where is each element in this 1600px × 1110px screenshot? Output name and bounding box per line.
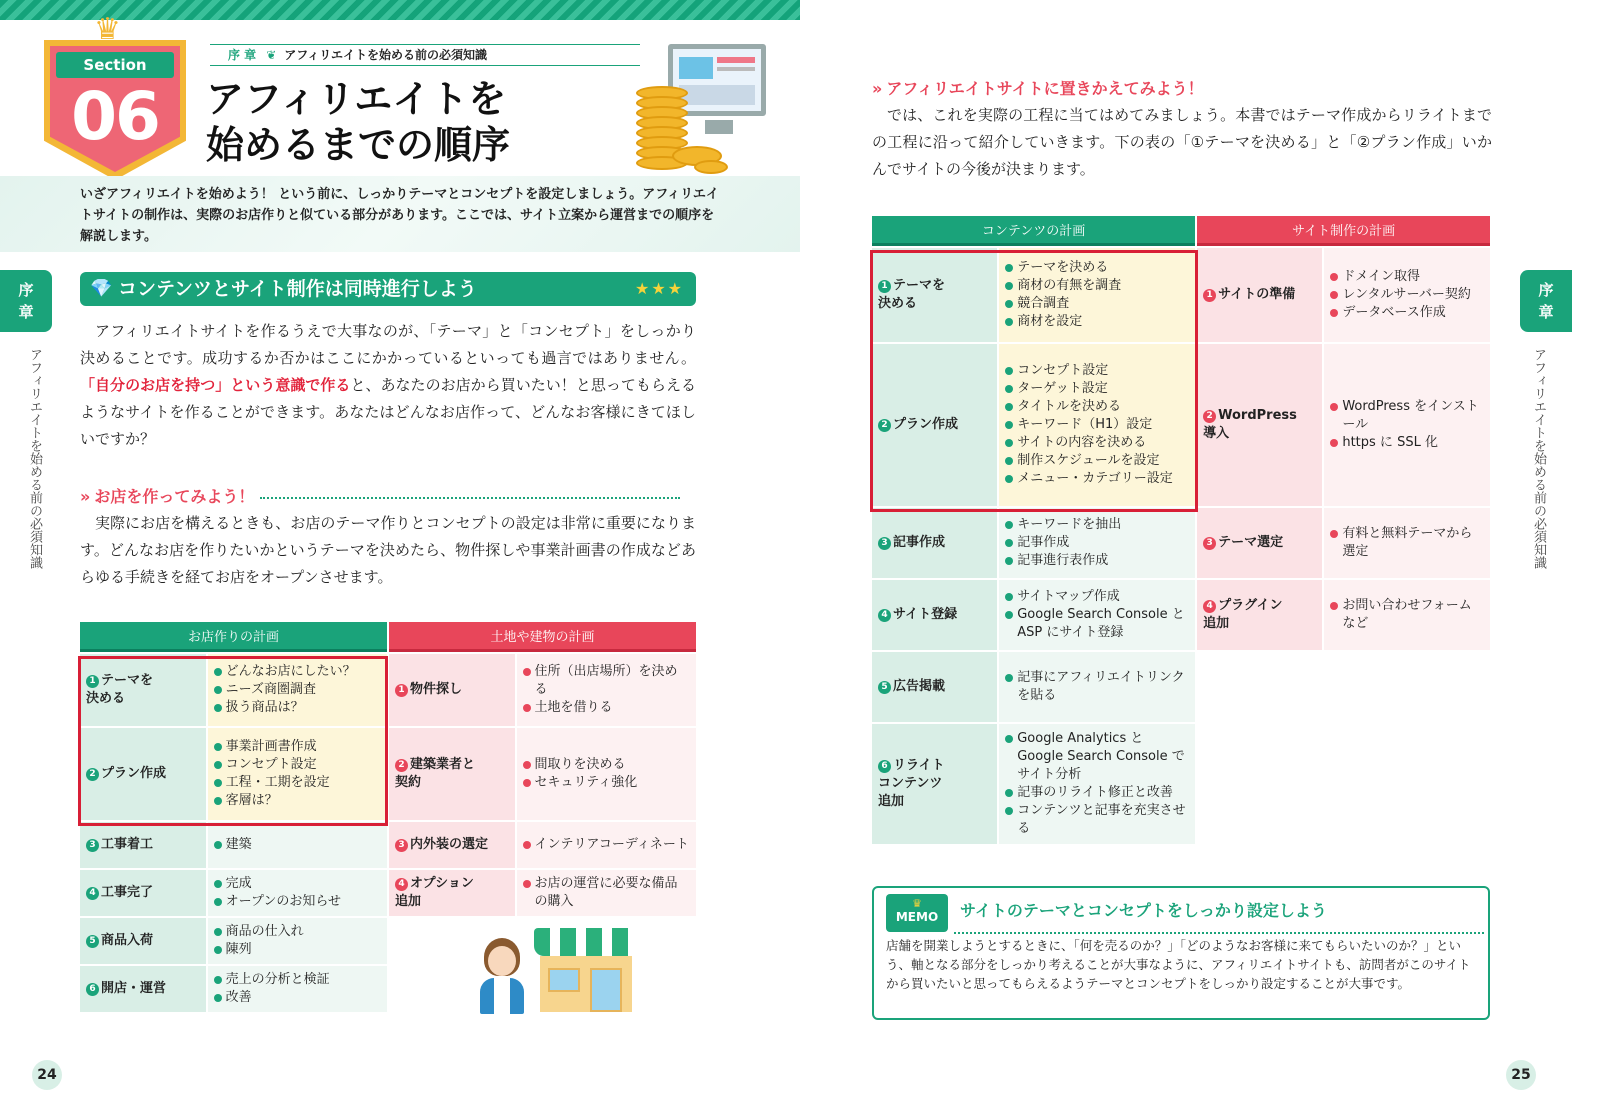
paragraph-1 (80, 318, 696, 453)
step-cell (80, 822, 206, 868)
list-item: 記事作成 (1005, 534, 1189, 552)
list-item: 客層は？ (214, 792, 381, 810)
crown-icon: ♛ (94, 12, 121, 47)
step-label: 工事完了 (101, 885, 154, 900)
step-cell (389, 822, 515, 868)
list-item: WordPress をインストール (1330, 398, 1484, 434)
step-number: 5 (878, 681, 891, 694)
step-number: 3 (878, 537, 891, 550)
list-item: 有料と無料テーマから選定 (1330, 525, 1484, 561)
paragraph-1-emphasis: 「自分のお店を持つ」という意識で作る (80, 376, 351, 394)
step-cell (80, 870, 206, 916)
items-cell (517, 728, 696, 820)
step-number: 2 (86, 768, 99, 781)
items-cell (999, 344, 1195, 506)
paragraph: では、これを実際の工程に当てはめてみましょう。本書ではテーマ作成からリライトまでの工程に沿って紹介していきます。下の表の「①テーマを決める」と「②プラン作成」いかんでサイトの今後が決まります。 (872, 106, 1492, 178)
step-number: 2 (878, 419, 891, 432)
section-number: 06 (71, 78, 159, 155)
crown-icon: ♛ (912, 897, 922, 910)
step-cell (872, 580, 997, 650)
list-item: お店の運営に必要な備品の購入 (523, 875, 690, 911)
subhead-text: お店を作ってみよう！ (94, 487, 255, 506)
step-cell (389, 870, 515, 916)
step-cell (1197, 248, 1322, 342)
items-cell (999, 508, 1195, 578)
chevron-icon: » (872, 79, 883, 98)
step-number: 6 (86, 983, 99, 996)
items-cell (999, 580, 1195, 650)
list-item: セキュリティ強化 (523, 774, 690, 792)
title-line-2: 始めるまでの順序 (206, 123, 511, 167)
step-label: 広告掲載 (893, 679, 946, 694)
step-label: 内外装の選定 (410, 837, 489, 852)
list-item: 競合調査 (1005, 295, 1189, 313)
items-cell (1324, 580, 1490, 650)
step-cell (1197, 580, 1322, 650)
list-item: キーワード（H1）設定 (1005, 416, 1189, 434)
subhead (80, 486, 696, 508)
step-number: 3 (86, 839, 99, 852)
list-item: 住所（出店場所）を決める (523, 663, 690, 699)
items-cell (517, 822, 696, 868)
items-cell (517, 654, 696, 726)
step-cell (80, 966, 206, 1012)
side-tab-text: 序 章 (1538, 281, 1554, 321)
step-cell (80, 918, 206, 964)
step-label: リライト コンテンツ 追加 (878, 758, 945, 809)
step-label: 物件探し (410, 682, 463, 697)
table-row (80, 870, 696, 916)
list-item: コンテンツと記事を充実させる (1005, 802, 1189, 838)
step-number: 3 (395, 839, 408, 852)
list-item: ドメイン取得 (1330, 268, 1484, 286)
chapter-line (210, 44, 640, 66)
step-label: プラン作成 (101, 766, 167, 781)
list-item: レンタルサーバー契約 (1330, 286, 1484, 304)
list-item: 商材を設定 (1005, 313, 1189, 331)
section-badge (44, 12, 186, 180)
step-cell (872, 344, 997, 506)
step-label: オプション 追加 (395, 876, 474, 909)
list-item: 工程・工期を設定 (214, 774, 381, 792)
step-cell (872, 652, 997, 722)
step-number: 1 (395, 684, 408, 697)
list-item: 事業計画書作成 (214, 738, 381, 756)
step-number: 4 (1203, 600, 1216, 613)
list-item: 改善 (214, 989, 381, 1007)
clerk-illustration (478, 938, 526, 1014)
memo-text: 店舗を開業しようとするときに、「何を売るのか？」「どのようなお客様に来てもらいたいのか？」という、軸となる部分をしっかり考えることが大事なように、アフィリエイトサイトも、訪問者がこのサイトから買いたいと思ってもらえるようテーマとコンセプトをしっかり設定することが大事です。 (886, 938, 1471, 991)
step-cell (872, 508, 997, 578)
step-label: テーマ選定 (1218, 535, 1284, 550)
list-item: サイトマップ作成 (1005, 588, 1189, 606)
side-tab-text: 序 章 (18, 281, 34, 321)
site-plan-table (870, 214, 1492, 846)
side-tab (1520, 270, 1572, 332)
step-cell (1197, 344, 1322, 506)
side-label: アフィリエイトを始める前の必須知識 (1531, 348, 1546, 569)
items-cell (208, 654, 387, 726)
items-cell (1324, 508, 1490, 578)
step-number: 1 (86, 675, 99, 688)
memo-title: サイトのテーマとコンセプトをしっかり設定しよう (960, 901, 1327, 920)
step-label: プラグイン 追加 (1203, 598, 1283, 631)
step-label: 開店・運営 (101, 981, 167, 996)
subhead (872, 78, 1492, 100)
list-item: 陳列 (214, 941, 381, 959)
table-head-green: コンテンツの計画 (872, 216, 1195, 246)
list-item: 扱う商品は？ (214, 699, 381, 717)
list-item: インテリアコーディネート (523, 836, 690, 854)
paragraph-2: 実際にお店を構えるときも、お店のテーマ作りとコンセプトの設定は非常に重要になります。どんなお店を作りたいかというテーマを決めたら、物件探しや事業計画書の作成などあらゆる手続きを経てお店をオープンさせます。 (80, 514, 696, 586)
shop-illustration (534, 928, 638, 1014)
list-item: コンセプト設定 (1005, 362, 1189, 380)
step-number: 3 (1203, 537, 1216, 550)
step-cell (389, 728, 515, 820)
step-label: サイトの準備 (1218, 287, 1296, 302)
list-item: 商品の仕入れ (214, 923, 381, 941)
items-cell (208, 870, 387, 916)
step-cell (80, 654, 206, 726)
list-item: 建築 (214, 836, 381, 854)
items-cell (1324, 344, 1490, 506)
page-number: 24 (32, 1060, 62, 1090)
step-label: テーマを 決める (86, 673, 154, 706)
items-cell (999, 652, 1195, 722)
leaf-icon: ❦ (266, 48, 277, 62)
intro-text: いざアフィリエイトを始めよう！ という前に、しっかりテーマとコンセプトを設定しましょう。アフィリエイトサイトの制作は、実際のお店作りと似ている部分があります。ここでは、サイト立案から運営までの順序を解説します。 (80, 187, 719, 244)
list-item: ニーズ商圏調査 (214, 681, 381, 699)
list-item: 土地を借りる (523, 699, 690, 717)
title-line-1: アフィリエイトを (206, 77, 507, 121)
items-cell (1324, 248, 1490, 342)
items-cell (208, 966, 387, 1012)
step-label: WordPress 導入 (1203, 408, 1297, 441)
list-item: どんなお店にしたい？ (214, 663, 381, 681)
step-label: サイト登録 (893, 607, 958, 622)
step-label: 建築業者と 契約 (395, 757, 476, 790)
list-item: コンセプト設定 (214, 756, 381, 774)
side-tab (0, 270, 52, 332)
list-item: 間取りを決める (523, 756, 690, 774)
step-number: 5 (86, 935, 99, 948)
step-label: テーマを 決める (878, 278, 946, 311)
table-row (80, 728, 696, 820)
table-row (80, 654, 696, 726)
table-head-green: お店作りの計画 (80, 622, 387, 652)
step-number: 4 (878, 609, 891, 622)
list-item: ターゲット設定 (1005, 380, 1189, 398)
list-item: 売上の分析と検証 (214, 971, 381, 989)
step-label: プラン作成 (893, 417, 959, 432)
list-item: データベース作成 (1330, 304, 1484, 322)
step-cell (80, 728, 206, 820)
table-row (872, 580, 1490, 650)
step-number: 1 (1203, 289, 1216, 302)
step-number: 2 (395, 759, 408, 772)
right-page (800, 0, 1600, 1110)
memo-badge (886, 894, 948, 932)
coin-flat (694, 160, 728, 174)
step-number: 4 (395, 878, 408, 891)
items-cell (999, 248, 1195, 342)
page-title (206, 76, 510, 168)
star-rating: ★★★ (634, 279, 684, 298)
paragraph-1-b: と、あなたのお店から買いたい！と思ってもらえるようなサイトを作ることができます。あなたはどんなお店作って、どんなお客様にきてほしいですか？ (80, 376, 696, 448)
page-number: 25 (1506, 1060, 1536, 1090)
list-item: メニュー・カテゴリー設定 (1005, 470, 1189, 488)
list-item: お問い合わせフォームなど (1330, 597, 1484, 633)
list-item: https に SSL 化 (1330, 434, 1484, 452)
list-item: Google Analytics と Google Search Console でサイト分析 (1005, 730, 1189, 784)
items-cell (999, 724, 1195, 844)
list-item: 制作スケジュールを設定 (1005, 452, 1189, 470)
list-item: 商材の有無を調査 (1005, 277, 1189, 295)
memo-label: MEMO (895, 910, 939, 924)
items-cell (517, 870, 696, 916)
paragraph-1-a: アフィリエイトサイトを作るうえで大事なのが、「テーマ」と「コンセプト」をしっかり決めることです。成功するか否かはここにかかっているといっても過言ではありません。 (80, 322, 696, 367)
list-item: キーワードを抽出 (1005, 516, 1189, 534)
chapter-title: アフィリエイトを始める前の必須知識 (284, 48, 488, 62)
diamond-icon: 💎 (90, 278, 113, 299)
list-item: サイトの内容を決める (1005, 434, 1189, 452)
table-row (80, 822, 696, 868)
memo-box (872, 886, 1490, 1020)
section-label: Section (56, 52, 174, 78)
items-cell (208, 918, 387, 964)
items-cell (208, 822, 387, 868)
step-label: 商品入荷 (101, 933, 154, 948)
section-heading-bar (80, 272, 696, 306)
table-row (872, 344, 1490, 506)
step-label: 工事着工 (101, 837, 154, 852)
list-item: 完成 (214, 875, 381, 893)
step-cell (389, 654, 515, 726)
step-cell (872, 724, 997, 844)
step-number: 4 (86, 887, 99, 900)
step-number: 2 (1203, 410, 1216, 423)
list-item: Google Search Console と ASP にサイト登録 (1005, 606, 1189, 642)
chapter-label: 序 章 (228, 48, 257, 62)
list-item: テーマを決める (1005, 259, 1189, 277)
list-item: タイトルを決める (1005, 398, 1189, 416)
list-item: オープンのお知らせ (214, 893, 381, 911)
step-number: 1 (878, 280, 891, 293)
step-cell (1197, 508, 1322, 578)
table-head-pink: サイト制作の計画 (1197, 216, 1490, 246)
subhead-text: アフィリエイトサイトに置きかえてみよう！ (886, 79, 1204, 98)
list-item: 記事のリライト修正と改善 (1005, 784, 1189, 802)
items-cell (208, 728, 387, 820)
list-item: 記事にアフィリエイトリンクを貼る (1005, 669, 1189, 705)
step-number: 6 (878, 760, 891, 773)
table-row (872, 508, 1490, 578)
step-label: 記事作成 (893, 535, 946, 550)
table-row (872, 724, 1490, 844)
list-item: 記事進行表作成 (1005, 552, 1189, 570)
table-head-pink: 土地や建物の計画 (389, 622, 696, 652)
side-label: アフィリエイトを始める前の必須知識 (27, 348, 42, 569)
section-heading: コンテンツとサイト制作は同時進行しよう (118, 278, 477, 300)
table-row (872, 652, 1490, 722)
step-cell (872, 248, 997, 342)
table-row (872, 248, 1490, 342)
chevron-icon: » (80, 487, 91, 506)
